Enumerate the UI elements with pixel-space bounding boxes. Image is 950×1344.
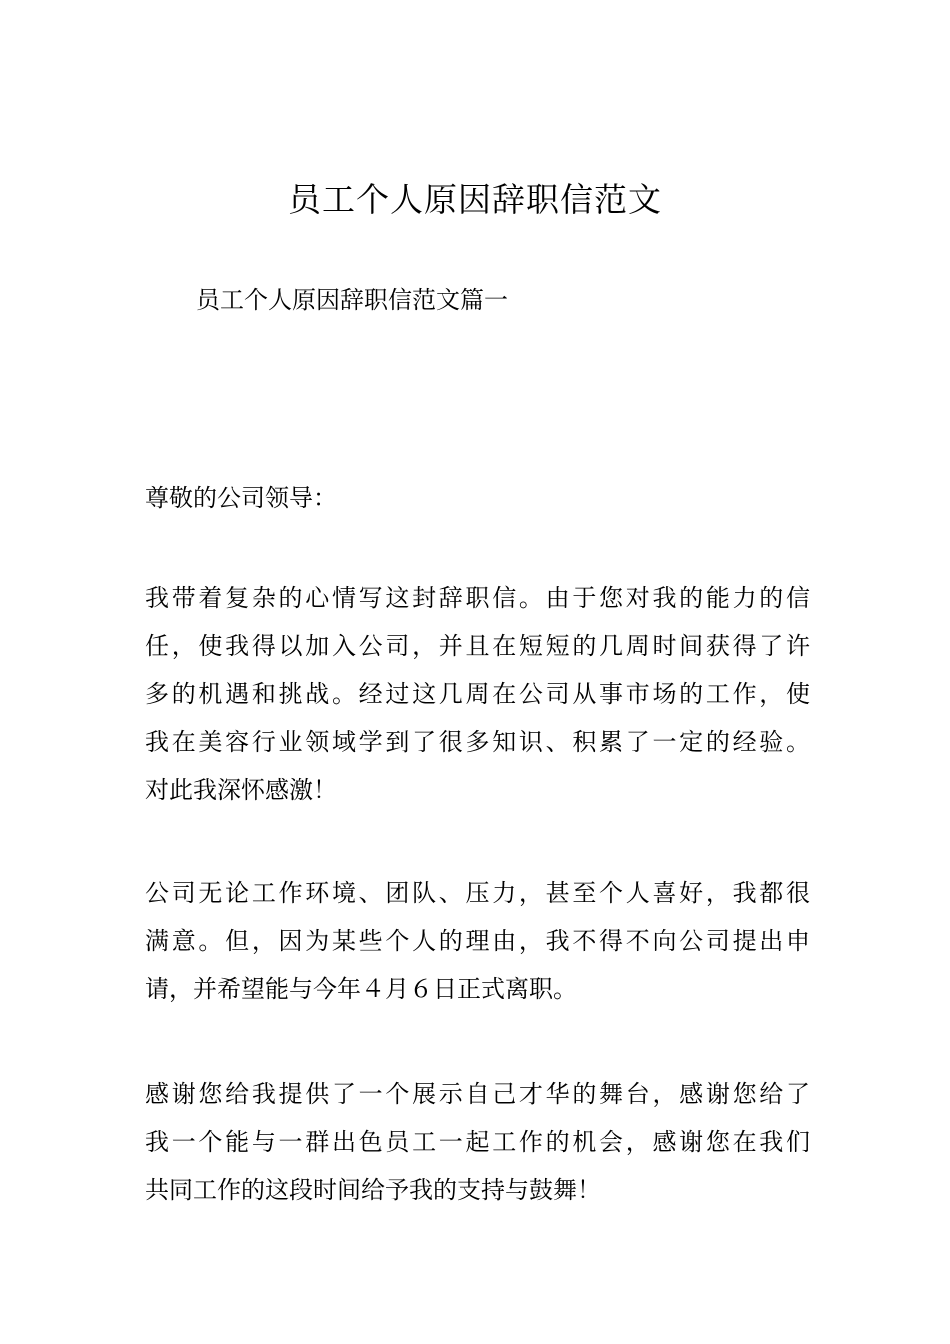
- paragraph-line: 感谢您给我提供了一个展示自己才华的舞台，感谢您给了: [145, 1080, 810, 1108]
- paragraph-2: [145, 875, 810, 1019]
- paragraph-line: 满意。但，因为某些个人的理由，我不得不向公司提出申: [145, 927, 810, 955]
- paragraph-line: 我在美容行业领域学到了很多知识、积累了一定的经验。: [145, 728, 810, 756]
- paragraph-3: [145, 1076, 810, 1220]
- paragraph-line: 请，并希望能与今年４月６日正式离职。: [145, 975, 577, 1003]
- paragraph-line: 共同工作的这段时间给予我的支持与鼓舞！: [145, 1176, 601, 1204]
- paragraph-1: [145, 580, 810, 820]
- paragraph-line: 我带着复杂的心情写这封辞职信。由于您对我的能力的信: [145, 584, 810, 612]
- paragraph-line: 对此我深怀感激！: [145, 776, 337, 804]
- document-subtitle: 员工个人原因辞职信范文篇一: [196, 286, 508, 314]
- paragraph-line: 公司无论工作环境、团队、压力，甚至个人喜好，我都很: [145, 879, 810, 907]
- salutation: 尊敬的公司领导：: [145, 484, 337, 512]
- document-title: 员工个人原因辞职信范文: [288, 180, 662, 219]
- paragraph-line: 多的机遇和挑战。经过这几周在公司从事市场的工作，使: [145, 680, 810, 708]
- paragraph-line: 我一个能与一群出色员工一起工作的机会，感谢您在我们: [145, 1128, 810, 1156]
- paragraph-line: 任，使我得以加入公司，并且在短短的几周时间获得了许: [145, 632, 810, 660]
